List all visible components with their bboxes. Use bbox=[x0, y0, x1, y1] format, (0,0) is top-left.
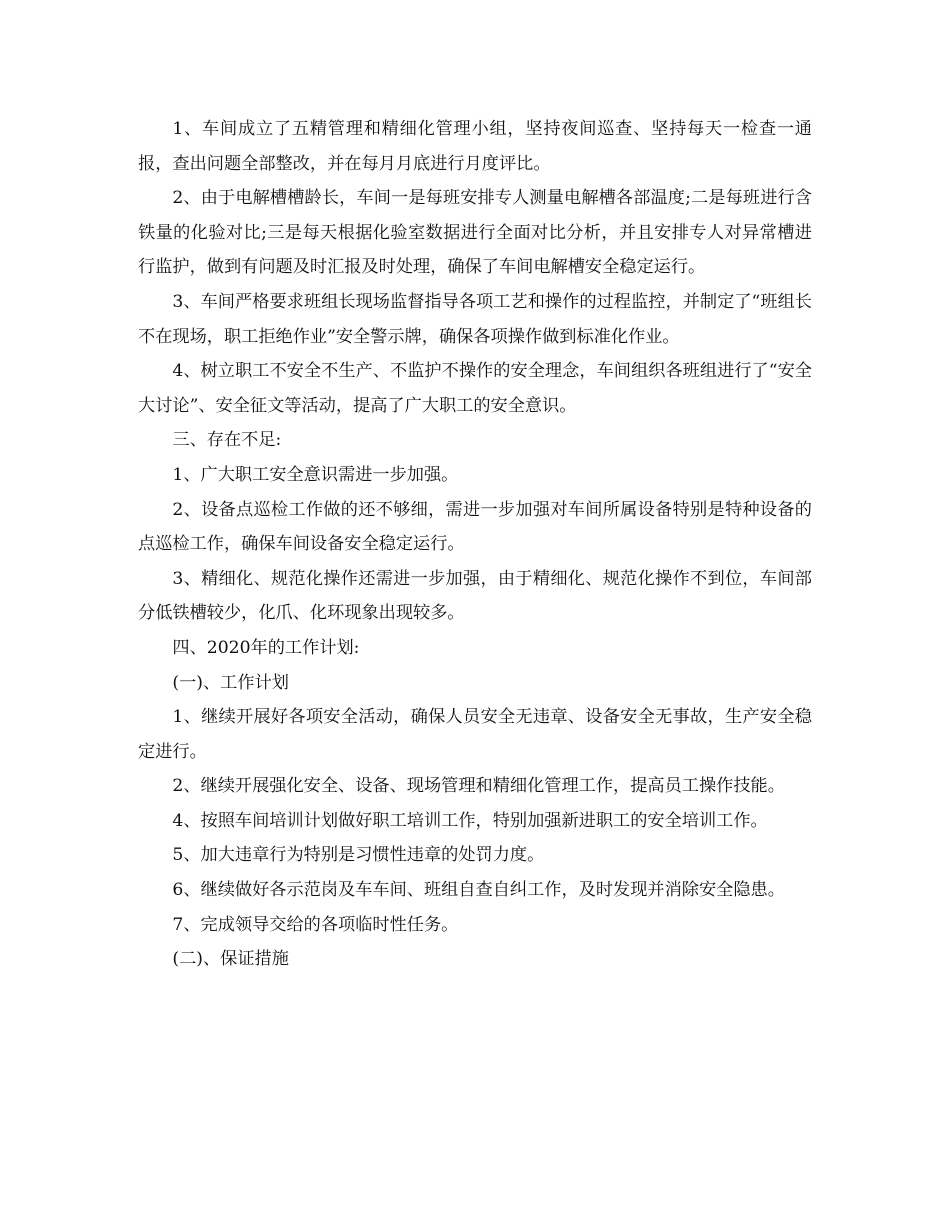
document-body bbox=[138, 112, 812, 977]
paragraph: 4、按照车间培训计划做好职工培训工作，特别加强新进职工的安全培训工作。 bbox=[172, 810, 768, 831]
subsection-heading: (二)、保证措施 bbox=[172, 949, 289, 970]
paragraph: 2、由于电解槽槽龄长，车间一是每班安排专人测量电解槽各部温度;二是每班进行含铁量的化验对比;三是每天根据化验室数据进行全面对比分析，并且安排专人对异常槽进行监护，做到有问题及时汇报及时处理，确保了车间电解槽安全稳定运行。 bbox=[138, 188, 812, 278]
section-heading: 三、存在不足: bbox=[172, 430, 282, 451]
section-heading: 四、2020年的工作计划: bbox=[172, 637, 360, 658]
paragraph: 3、车间严格要求班组长现场监督指导各项工艺和操作的过程监控，并制定了“班组长不在现场，职工拒绝作业”安全警示牌，确保各项操作做到标准化作业。 bbox=[138, 291, 812, 347]
paragraph: 5、加大违章行为特别是习惯性违章的处罚力度。 bbox=[172, 845, 545, 866]
paragraph: 1、广大职工安全意识需进一步加强。 bbox=[172, 464, 459, 485]
paragraph: 2、设备点巡检工作做的还不够细，需进一步加强对车间所属设备特别是特种设备的点巡检工作，确保车间设备安全稳定运行。 bbox=[138, 499, 812, 555]
paragraph: 1、继续开展好各项安全活动，确保人员安全无违章、设备安全无事故，生产安全稳定进行。 bbox=[138, 707, 812, 762]
paragraph: 6、继续做好各示范岗及车车间、班组自查自纠工作，及时发现并消除安全隐患。 bbox=[172, 880, 785, 901]
paragraph: 1、车间成立了五精管理和精细化管理小组，坚持夜间巡查、坚持每天一检查一通报，查出问题全部整改，并在每月月底进行月度评比。 bbox=[138, 119, 812, 174]
paragraph: 3、精细化、规范化操作还需进一步加强，由于精细化、规范化操作不到位，车间部分低铁槽较少，化爪、化环现象出现较多。 bbox=[138, 568, 812, 624]
paragraph: 2、继续开展强化安全、设备、现场管理和精细化管理工作，提高员工操作技能。 bbox=[172, 776, 785, 797]
paragraph: 7、完成领导交给的各项临时性任务。 bbox=[172, 914, 459, 935]
subsection-heading: (一)、工作计划 bbox=[172, 672, 289, 693]
paragraph: 4、树立职工不安全不生产、不监护不操作的安全理念，车间组织各班组进行了“安全大讨论”、安全征文等活动，提高了广大职工的安全意识。 bbox=[138, 361, 812, 416]
